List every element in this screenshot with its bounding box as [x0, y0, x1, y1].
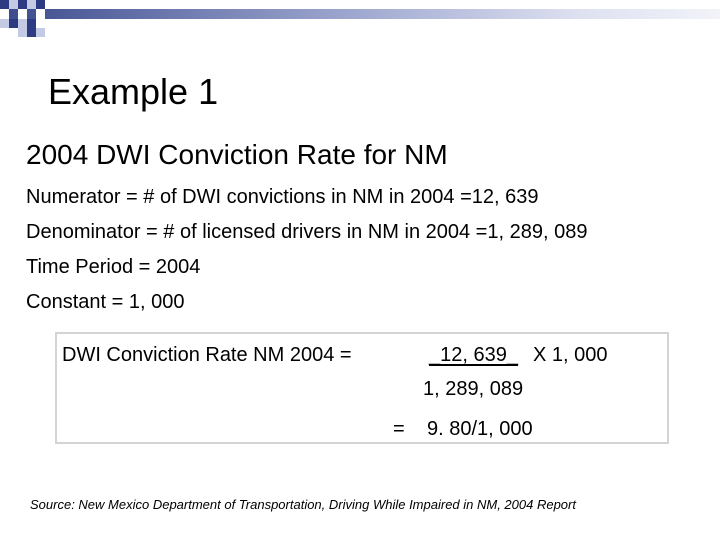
decorative-square	[0, 0, 9, 9]
decorative-square	[9, 19, 18, 28]
time-period-definition: Time Period = 2004	[26, 256, 201, 278]
denominator-definition: Denominator = # of licensed drivers in NM in 2004 =1, 289, 089	[26, 221, 588, 243]
numerator-definition: Numerator = # of DWI convictions in NM in 2004 =12, 639	[26, 186, 539, 208]
constant-definition: Constant = 1, 000	[26, 291, 185, 313]
slide-subtitle: 2004 DWI Conviction Rate for NM	[26, 139, 448, 170]
decorative-square	[0, 9, 9, 19]
header-gradient-bar	[0, 9, 720, 19]
source-citation: Source: New Mexico Department of Transportation, Driving While Impaired in NM, 2004 Report	[30, 497, 576, 512]
calculation-box	[55, 332, 669, 444]
calculation-denominator: 1, 289, 089	[423, 378, 524, 400]
decorative-square	[18, 0, 27, 9]
decorative-square	[36, 0, 45, 9]
decorative-square	[0, 19, 9, 28]
decorative-square	[36, 9, 45, 19]
calculation-result: 9. 80/1, 000	[427, 418, 533, 440]
calculation-equals-sign: =	[393, 418, 405, 440]
decorative-square	[36, 28, 45, 37]
decorative-square	[18, 28, 27, 37]
decorative-square	[27, 28, 36, 37]
calculation-numerator: _12, 639_	[429, 344, 518, 366]
decorative-square	[27, 0, 36, 9]
decorative-square	[9, 0, 18, 9]
decorative-square	[27, 19, 36, 28]
decorative-square	[18, 9, 27, 19]
calculation-lead: DWI Conviction Rate NM 2004 =	[62, 344, 352, 366]
calculation-multiplier: X 1, 000	[533, 344, 608, 366]
slide-title: Example 1	[48, 71, 219, 112]
definition-list	[26, 180, 587, 320]
decorative-square	[18, 19, 27, 28]
